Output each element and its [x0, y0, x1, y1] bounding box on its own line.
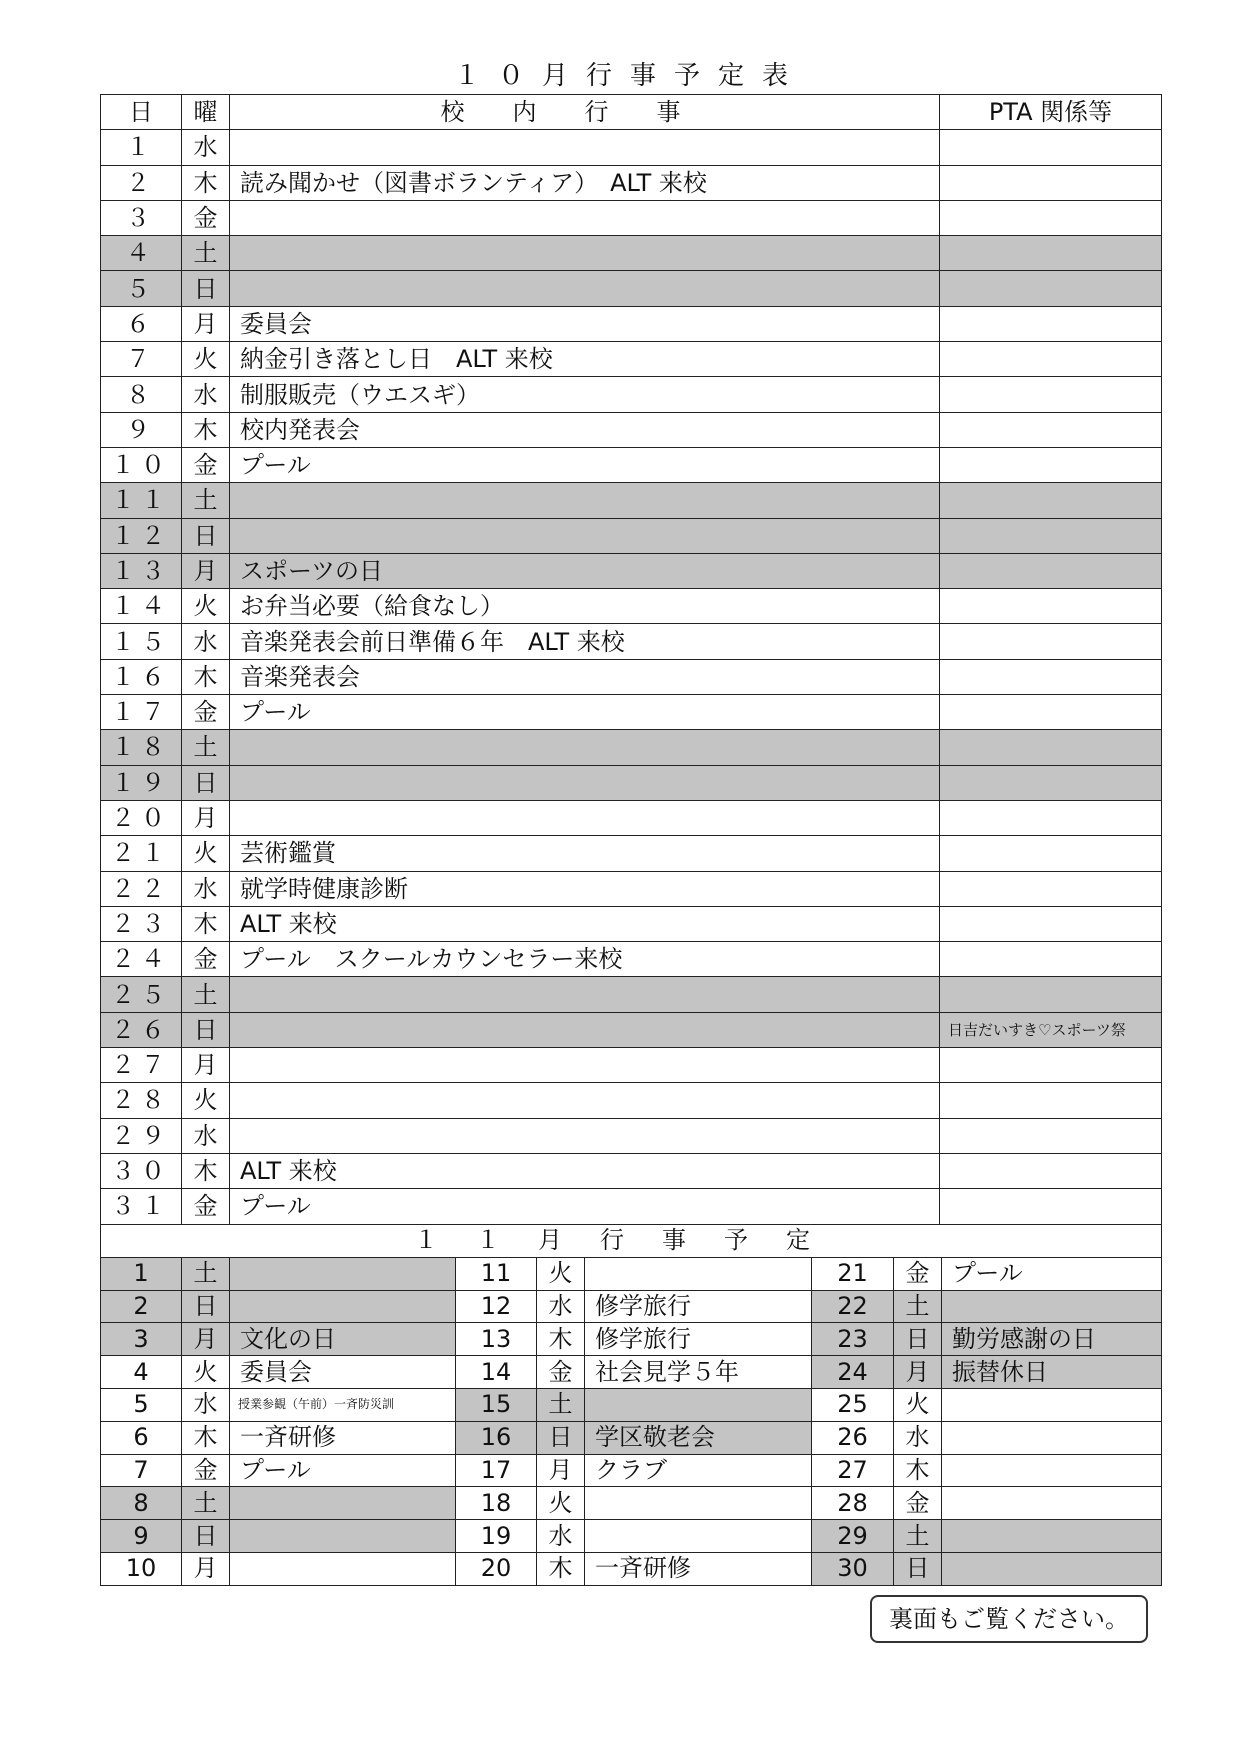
november-row — [101, 1552, 1162, 1585]
day-cell: １ — [101, 130, 182, 165]
event-cell — [942, 1421, 1162, 1454]
event-cell: 振替休日 — [942, 1356, 1162, 1389]
october-row — [101, 589, 1162, 624]
pta-cell — [940, 236, 1162, 271]
weekday-cell: 木 — [182, 165, 230, 200]
weekday-cell: 土 — [182, 730, 230, 765]
day-cell: ６ — [101, 306, 182, 341]
event-cell: プール — [230, 1454, 456, 1487]
event-cell: 勤労感謝の日 — [942, 1323, 1162, 1356]
day-cell: ２０ — [101, 800, 182, 835]
weekday-cell: 月 — [182, 1552, 230, 1585]
day-cell: 7 — [101, 1454, 182, 1487]
event-cell — [230, 1290, 456, 1323]
weekday-cell: 火 — [182, 836, 230, 871]
october-row — [101, 271, 1162, 306]
day-cell: １９ — [101, 765, 182, 800]
pta-cell — [940, 377, 1162, 412]
event-cell: プール スクールカウンセラー来校 — [230, 942, 940, 977]
event-cell — [585, 1520, 812, 1553]
event-cell — [230, 236, 940, 271]
day-cell: 3 — [101, 1323, 182, 1356]
day-cell: 10 — [101, 1552, 182, 1585]
weekday-cell: 日 — [182, 1290, 230, 1323]
day-cell: ２５ — [101, 977, 182, 1012]
day-cell: 29 — [812, 1520, 894, 1553]
day-cell: ３ — [101, 200, 182, 235]
day-cell: ７ — [101, 342, 182, 377]
pta-cell — [940, 342, 1162, 377]
october-row — [101, 342, 1162, 377]
weekday-cell: 水 — [182, 624, 230, 659]
weekday-cell: 土 — [182, 1257, 230, 1290]
october-row — [101, 377, 1162, 412]
weekday-cell: 日 — [182, 765, 230, 800]
weekday-cell: 土 — [182, 977, 230, 1012]
event-cell — [942, 1388, 1162, 1421]
weekday-cell: 日 — [182, 1012, 230, 1047]
day-cell: ２７ — [101, 1048, 182, 1083]
pta-cell — [940, 765, 1162, 800]
event-cell: 音楽発表会前日準備６年 ALT 来校 — [230, 624, 940, 659]
event-cell: ALT 来校 — [230, 1153, 940, 1188]
day-cell: 16 — [456, 1421, 537, 1454]
day-cell: 26 — [812, 1421, 894, 1454]
day-cell: １８ — [101, 730, 182, 765]
weekday-cell: 木 — [182, 412, 230, 447]
weekday-cell: 火 — [182, 589, 230, 624]
november-row — [101, 1356, 1162, 1389]
october-row — [101, 130, 1162, 165]
event-cell — [230, 1257, 456, 1290]
weekday-cell: 月 — [182, 306, 230, 341]
day-cell: ２４ — [101, 942, 182, 977]
weekday-cell: 水 — [182, 1388, 230, 1421]
weekday-cell: 月 — [537, 1454, 585, 1487]
weekday-cell: 水 — [537, 1290, 585, 1323]
event-cell — [230, 1083, 940, 1118]
weekday-cell: 日 — [182, 518, 230, 553]
event-cell: ALT 来校 — [230, 906, 940, 941]
pta-cell — [940, 200, 1162, 235]
event-cell: 校内発表会 — [230, 412, 940, 447]
weekday-cell: 月 — [182, 800, 230, 835]
day-cell: 11 — [456, 1257, 537, 1290]
pta-cell — [940, 589, 1162, 624]
day-cell: ２３ — [101, 906, 182, 941]
pta-cell — [940, 483, 1162, 518]
pta-cell — [940, 518, 1162, 553]
pta-cell — [940, 695, 1162, 730]
event-cell: 学区敬老会 — [585, 1421, 812, 1454]
weekday-cell: 水 — [537, 1520, 585, 1553]
october-row — [101, 765, 1162, 800]
october-row — [101, 553, 1162, 588]
day-cell: 13 — [456, 1323, 537, 1356]
weekday-cell: 木 — [537, 1552, 585, 1585]
weekday-cell: 火 — [182, 1356, 230, 1389]
day-cell: １３ — [101, 553, 182, 588]
october-row — [101, 1189, 1162, 1224]
october-row — [101, 1083, 1162, 1118]
event-cell: 就学時健康診断 — [230, 871, 940, 906]
pta-cell — [940, 1153, 1162, 1188]
pta-cell — [940, 977, 1162, 1012]
weekday-cell: 水 — [182, 1118, 230, 1153]
event-cell: プール — [942, 1257, 1162, 1290]
event-cell — [230, 483, 940, 518]
october-row — [101, 306, 1162, 341]
weekday-cell: 日 — [894, 1323, 942, 1356]
weekday-cell: 月 — [894, 1356, 942, 1389]
weekday-cell: 日 — [537, 1421, 585, 1454]
weekday-cell: 木 — [182, 1421, 230, 1454]
day-cell: 6 — [101, 1421, 182, 1454]
day-cell: ２６ — [101, 1012, 182, 1047]
event-cell: 社会見学５年 — [585, 1356, 812, 1389]
weekday-cell: 土 — [537, 1388, 585, 1421]
october-row — [101, 1048, 1162, 1083]
weekday-cell: 土 — [894, 1520, 942, 1553]
day-cell: 12 — [456, 1290, 537, 1323]
weekday-cell: 火 — [537, 1487, 585, 1520]
event-cell — [230, 1048, 940, 1083]
weekday-cell: 金 — [182, 447, 230, 482]
weekday-cell: 木 — [894, 1454, 942, 1487]
event-cell: スポーツの日 — [230, 553, 940, 588]
day-cell: 28 — [812, 1487, 894, 1520]
october-row — [101, 236, 1162, 271]
day-cell: 8 — [101, 1487, 182, 1520]
weekday-cell: 金 — [182, 1454, 230, 1487]
pta-cell — [940, 1048, 1162, 1083]
october-schedule-table — [100, 94, 1162, 1225]
day-cell: 21 — [812, 1257, 894, 1290]
october-row — [101, 659, 1162, 694]
weekday-cell: 月 — [182, 1323, 230, 1356]
pta-cell — [940, 130, 1162, 165]
event-cell — [230, 730, 940, 765]
event-cell — [230, 271, 940, 306]
november-row — [101, 1421, 1162, 1454]
pta-cell — [940, 871, 1162, 906]
day-cell: 1 — [101, 1257, 182, 1290]
october-row — [101, 412, 1162, 447]
weekday-cell: 土 — [182, 1487, 230, 1520]
october-row — [101, 977, 1162, 1012]
weekday-cell: 金 — [537, 1356, 585, 1389]
event-cell — [230, 800, 940, 835]
event-cell: お弁当必要（給食なし） — [230, 589, 940, 624]
event-cell — [230, 1552, 456, 1585]
november-row — [101, 1388, 1162, 1421]
november-row — [101, 1290, 1162, 1323]
day-cell: １７ — [101, 695, 182, 730]
weekday-cell: 日 — [182, 271, 230, 306]
day-cell: 15 — [456, 1388, 537, 1421]
weekday-cell: 水 — [182, 130, 230, 165]
day-cell: ５ — [101, 271, 182, 306]
day-cell: 30 — [812, 1552, 894, 1585]
day-cell: 22 — [812, 1290, 894, 1323]
event-cell — [230, 1012, 940, 1047]
october-header-row — [101, 95, 1162, 130]
weekday-cell: 金 — [182, 942, 230, 977]
pta-cell — [940, 412, 1162, 447]
event-cell — [230, 1487, 456, 1520]
weekday-cell: 金 — [182, 200, 230, 235]
weekday-cell: 土 — [182, 483, 230, 518]
weekday-cell: 木 — [537, 1323, 585, 1356]
day-cell: 25 — [812, 1388, 894, 1421]
event-cell: 芸術鑑賞 — [230, 836, 940, 871]
day-cell: 5 — [101, 1388, 182, 1421]
event-cell: 読み聞かせ（図書ボランティア） ALT 来校 — [230, 165, 940, 200]
event-cell: クラブ — [585, 1454, 812, 1487]
header-school-events: 校内行事 — [230, 95, 940, 130]
header-weekday: 曜 — [182, 95, 230, 130]
event-cell: 音楽発表会 — [230, 659, 940, 694]
day-cell: 4 — [101, 1356, 182, 1389]
november-row — [101, 1257, 1162, 1290]
weekday-cell: 日 — [894, 1552, 942, 1585]
event-cell — [230, 1118, 940, 1153]
weekday-cell: 木 — [182, 659, 230, 694]
event-cell — [942, 1487, 1162, 1520]
november-row — [101, 1487, 1162, 1520]
event-cell: プール — [230, 695, 940, 730]
event-cell: 納金引き落とし日 ALT 来校 — [230, 342, 940, 377]
day-cell: ３１ — [101, 1189, 182, 1224]
october-row — [101, 483, 1162, 518]
pta-cell — [940, 447, 1162, 482]
day-cell: 2 — [101, 1290, 182, 1323]
pta-cell — [940, 624, 1162, 659]
november-title: １１月行事予定 — [101, 1225, 1162, 1258]
event-cell: 修学旅行 — [585, 1323, 812, 1356]
event-cell — [585, 1388, 812, 1421]
november-row — [101, 1323, 1162, 1356]
pta-cell — [940, 730, 1162, 765]
november-schedule-table — [100, 1224, 1162, 1586]
weekday-cell: 月 — [182, 553, 230, 588]
day-cell: １４ — [101, 589, 182, 624]
pta-cell — [940, 271, 1162, 306]
weekday-cell: 火 — [182, 1083, 230, 1118]
october-row — [101, 518, 1162, 553]
pta-cell — [940, 659, 1162, 694]
pta-cell — [940, 906, 1162, 941]
event-cell — [230, 1520, 456, 1553]
header-day: 日 — [101, 95, 182, 130]
november-row — [101, 1520, 1162, 1553]
day-cell: 19 — [456, 1520, 537, 1553]
event-cell — [942, 1454, 1162, 1487]
october-row — [101, 1118, 1162, 1153]
day-cell: 23 — [812, 1323, 894, 1356]
pta-cell — [940, 306, 1162, 341]
event-cell: 文化の日 — [230, 1323, 456, 1356]
event-cell — [585, 1257, 812, 1290]
day-cell: ３０ — [101, 1153, 182, 1188]
october-row — [101, 836, 1162, 871]
event-cell: 制服販売（ウエスギ） — [230, 377, 940, 412]
october-row — [101, 624, 1162, 659]
day-cell: １０ — [101, 447, 182, 482]
weekday-cell: 水 — [182, 377, 230, 412]
day-cell: 20 — [456, 1552, 537, 1585]
event-cell — [585, 1487, 812, 1520]
event-cell: 一斉研修 — [230, 1421, 456, 1454]
event-cell: 授業参観（午前）一斉防災訓 — [230, 1388, 456, 1421]
weekday-cell: 土 — [182, 236, 230, 271]
event-cell: 委員会 — [230, 306, 940, 341]
day-cell: １５ — [101, 624, 182, 659]
day-cell: ２ — [101, 165, 182, 200]
event-cell — [230, 200, 940, 235]
day-cell: ８ — [101, 377, 182, 412]
weekday-cell: 水 — [182, 871, 230, 906]
event-cell — [942, 1520, 1162, 1553]
day-cell: 27 — [812, 1454, 894, 1487]
weekday-cell: 月 — [182, 1048, 230, 1083]
event-cell: プール — [230, 447, 940, 482]
weekday-cell: 水 — [894, 1421, 942, 1454]
event-cell: 委員会 — [230, 1356, 456, 1389]
day-cell: 14 — [456, 1356, 537, 1389]
pta-cell — [940, 1083, 1162, 1118]
event-cell — [942, 1290, 1162, 1323]
pta-cell — [940, 836, 1162, 871]
day-cell: ２８ — [101, 1083, 182, 1118]
event-cell — [230, 130, 940, 165]
october-row — [101, 165, 1162, 200]
day-cell: ４ — [101, 236, 182, 271]
november-row — [101, 1454, 1162, 1487]
day-cell: 9 — [101, 1520, 182, 1553]
pta-cell — [940, 553, 1162, 588]
pta-cell — [940, 1189, 1162, 1224]
october-row — [101, 871, 1162, 906]
day-cell: １２ — [101, 518, 182, 553]
event-cell: 一斉研修 — [585, 1552, 812, 1585]
october-row — [101, 695, 1162, 730]
day-cell: ２１ — [101, 836, 182, 871]
event-cell — [230, 977, 940, 1012]
pta-cell — [940, 800, 1162, 835]
day-cell: 24 — [812, 1356, 894, 1389]
event-cell — [942, 1552, 1162, 1585]
weekday-cell: 金 — [894, 1257, 942, 1290]
october-row — [101, 447, 1162, 482]
october-row — [101, 800, 1162, 835]
weekday-cell: 金 — [894, 1487, 942, 1520]
day-cell: 18 — [456, 1487, 537, 1520]
october-row — [101, 906, 1162, 941]
october-row — [101, 942, 1162, 977]
pta-cell — [940, 165, 1162, 200]
header-pta: PTA 関係等 — [940, 95, 1162, 130]
event-cell — [230, 765, 940, 800]
pta-cell — [940, 1118, 1162, 1153]
october-row — [101, 730, 1162, 765]
event-cell: プール — [230, 1189, 940, 1224]
day-cell: １１ — [101, 483, 182, 518]
weekday-cell: 金 — [182, 1189, 230, 1224]
weekday-cell: 日 — [182, 1520, 230, 1553]
october-row — [101, 200, 1162, 235]
event-cell — [230, 518, 940, 553]
weekday-cell: 火 — [894, 1388, 942, 1421]
weekday-cell: 木 — [182, 906, 230, 941]
weekday-cell: 土 — [894, 1290, 942, 1323]
weekday-cell: 金 — [182, 695, 230, 730]
october-row — [101, 1153, 1162, 1188]
october-title: １０月行事予定表 — [453, 61, 806, 91]
day-cell: 17 — [456, 1454, 537, 1487]
pta-cell — [940, 942, 1162, 977]
weekday-cell: 火 — [182, 342, 230, 377]
november-title-row — [101, 1225, 1162, 1258]
event-cell: 修学旅行 — [585, 1290, 812, 1323]
weekday-cell: 火 — [537, 1257, 585, 1290]
day-cell: ９ — [101, 412, 182, 447]
day-cell: ２９ — [101, 1118, 182, 1153]
day-cell: ２２ — [101, 871, 182, 906]
pta-cell: 日吉だいすき♡スポーツ祭 — [940, 1012, 1162, 1047]
day-cell: １６ — [101, 659, 182, 694]
weekday-cell: 木 — [182, 1153, 230, 1188]
october-row — [101, 1012, 1162, 1047]
see-reverse-note: 裏面もご覧ください。 — [870, 1595, 1148, 1643]
